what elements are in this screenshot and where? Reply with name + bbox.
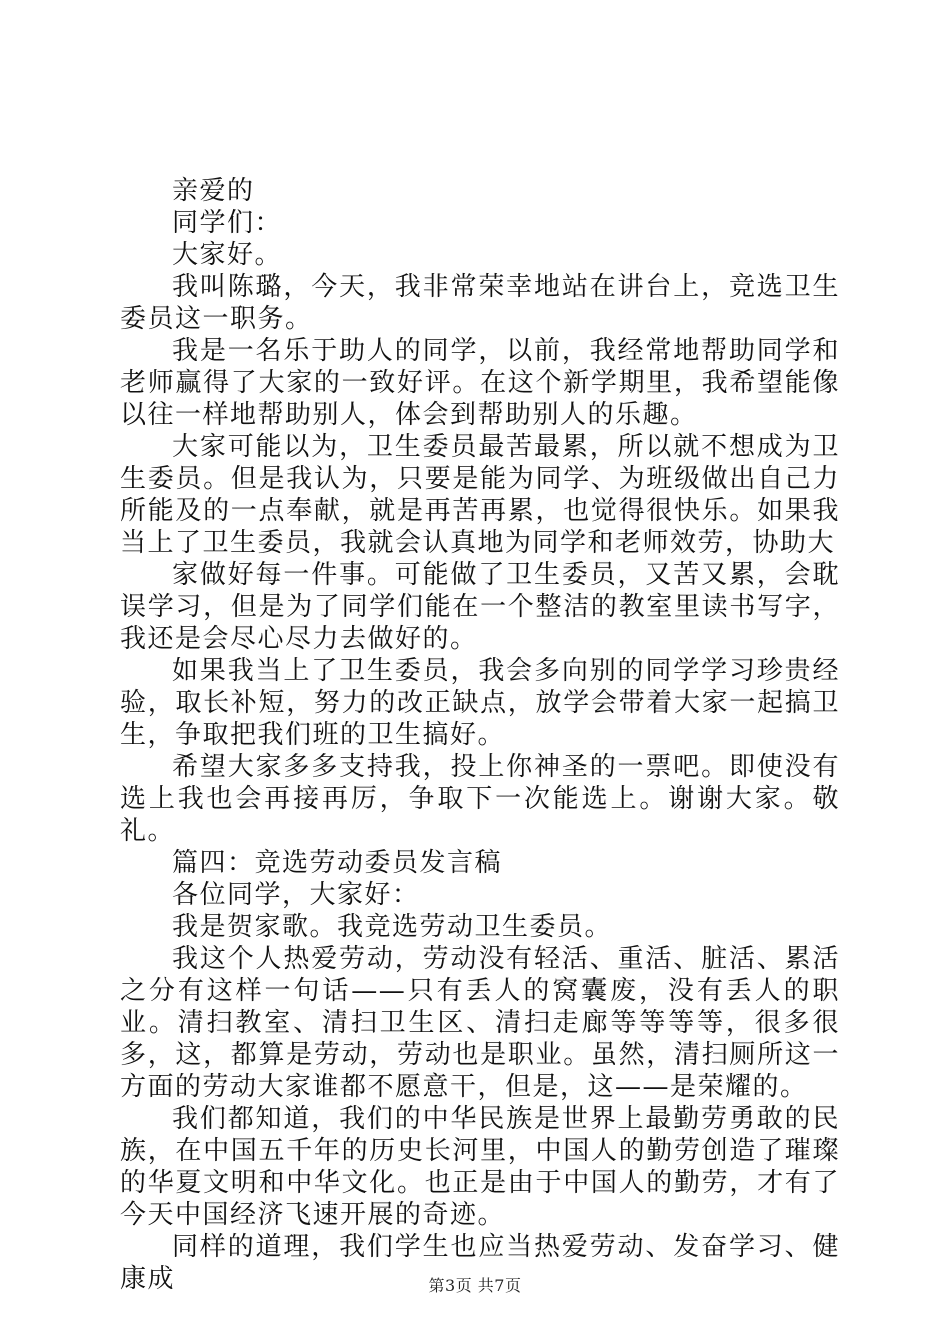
paragraph: 我是一名乐于助人的同学，以前，我经常地帮助同学和老师赢得了大家的一致好评。在这个新学期里，我希望能像以往一样地帮助别人，体会到帮助别人的乐趣。 [120,336,840,430]
paragraph: 我是贺家歌。我竞选劳动卫生委员。 [172,912,613,942]
page-number-footer: 第3页 共7页 [428,1276,522,1295]
paragraph: 我这个人热爱劳动，劳动没有轻活、重活、脏活、累活之分有这样一句话——只有丢人的窝囊废，没有丢人的职业。清扫教室、清扫卫生区、清扫走廊等等等等，很多很多，这，都算是劳动，劳动也是职业。虽然，清扫厕所这一方面的劳动大家谁都不愿意干，但是，这——是荣耀的。 [120,944,840,1102]
paragraph: 亲爱的 [172,176,255,206]
section-heading: 篇四：竞选劳动委员发言稿 [172,848,503,878]
paragraph: 家做好每一件事。可能做了卫生委员，又苦又累，会耽误学习，但是为了同学们能在一个整洁的教室里读书写字，我还是会尽心尽力去做好的。 [120,560,840,654]
paragraph: 同学们： [172,208,283,238]
paragraph: 同样的道理，我们学生也应当热爱劳动、发奋学习、健康成 [120,1232,840,1294]
paragraph: 如果我当上了卫生委员，我会多向别的同学学习珍贵经验，取长补短，努力的改正缺点，放学会带着大家一起搞卫生，争取把我们班的卫生搞好。 [120,656,840,750]
paragraph: 大家好。 [172,240,283,270]
paragraph: 我叫陈璐，今天，我非常荣幸地站在讲台上，竞选卫生委员这一职务。 [120,272,840,334]
paragraph: 希望大家多多支持我，投上你神圣的一票吧。即使没有选上我也会再接再厉，争取下一次能选上。谢谢大家。敬礼。 [120,752,840,846]
paragraph: 大家可能以为，卫生委员最苦最累，所以就不想成为卫生委员。但是我认为，只要是能为同学、为班级做出自己力所能及的一点奉献，就是再苦再累，也觉得很快乐。如果我当上了卫生委员，我就会认真地为同学和老师效劳，协助大 [120,432,840,558]
document-body [120,175,840,1295]
paragraph: 我们都知道，我们的中华民族是世界上最勤劳勇敢的民族，在中国五千年的历史长河里，中国人的勤劳创造了璀璨的华夏文明和中华文化。也正是由于中国人的勤劳，才有了今天中国经济飞速开展的奇迹。 [120,1104,840,1230]
paragraph: 各位同学，大家好： [172,880,420,910]
